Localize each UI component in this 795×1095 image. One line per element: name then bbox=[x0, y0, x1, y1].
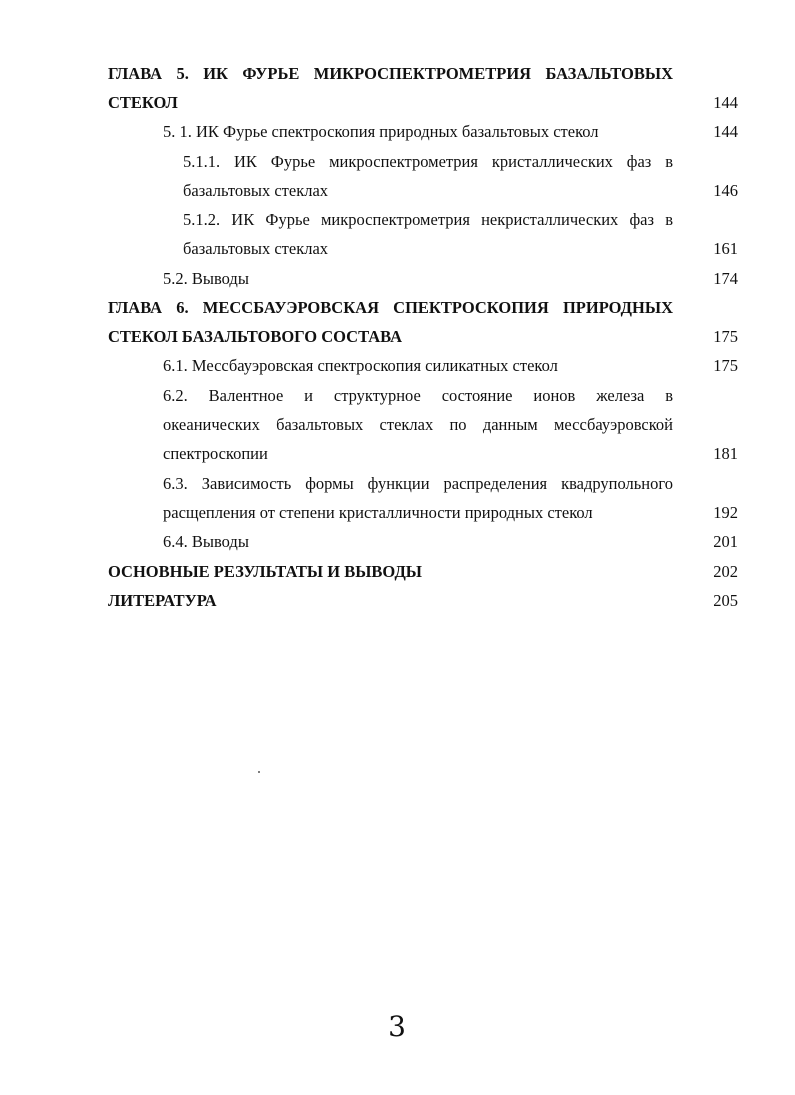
chapter-6-title-line-2: СТЕКОЛ БАЗАЛЬТОВОГО СОСТАВА bbox=[108, 327, 403, 346]
section-5-1-1-page-number: 146 bbox=[713, 181, 738, 200]
section-6-3-title-line-1: 6.3. Зависимость формы функции распределения квадрупольного bbox=[163, 474, 673, 493]
section-6-2-title-line-3: спектроскопии bbox=[163, 444, 268, 463]
section-5-1-1-title-line-2: базальтовых стеклах bbox=[183, 181, 329, 200]
section-6-1-page-number: 175 bbox=[713, 356, 738, 375]
results-heading: ОСНОВНЫЕ РЕЗУЛЬТАТЫ И ВЫВОДЫ bbox=[108, 562, 422, 581]
chapter-5-page-number: 144 bbox=[713, 93, 738, 112]
section-5-1-title: 5. 1. ИК Фурье спектроскопия природных базальтовых стекол bbox=[163, 122, 599, 141]
results-page-number: 202 bbox=[713, 562, 738, 581]
chapter-5-title-line-2: СТЕКОЛ bbox=[108, 93, 178, 112]
section-6-1-title: 6.1. Мессбауэровская спектроскопия силикатных стекол bbox=[163, 356, 558, 375]
section-5-1-2-title-line-2: базальтовых стеклах bbox=[183, 239, 329, 258]
section-6-4-title: 6.4. Выводы bbox=[163, 532, 249, 551]
chapter-5-title-line-1: ГЛАВА 5. ИК ФУРЬЕ МИКРОСПЕКТРОМЕТРИЯ БАЗАЛЬТОВЫХ bbox=[108, 64, 673, 83]
section-6-3-page-number: 192 bbox=[713, 503, 738, 522]
literature-page-number: 205 bbox=[713, 591, 738, 610]
section-5-2-page-number: 174 bbox=[713, 269, 738, 288]
section-6-4-page-number: 201 bbox=[713, 532, 738, 551]
section-6-2-page-number: 181 bbox=[713, 444, 738, 463]
section-5-1-page-number: 144 bbox=[713, 122, 738, 141]
section-6-2-title-line-2: океанических базальтовых стеклах по данным мессбауэровской bbox=[163, 415, 673, 434]
section-5-1-1-title-line-1: 5.1.1. ИК Фурье микроспектрометрия кристаллических фаз в bbox=[183, 152, 673, 171]
section-5-1-2-title-line-1: 5.1.2. ИК Фурье микроспектрометрия некристаллических фаз в bbox=[183, 210, 673, 229]
handwritten-page-number: 3 bbox=[388, 1010, 406, 1043]
section-5-1-2-page-number: 161 bbox=[713, 239, 738, 258]
section-5-2-title: 5.2. Выводы bbox=[163, 269, 249, 288]
section-6-2-title-line-1: 6.2. Валентное и структурное состояние ионов железа в bbox=[163, 386, 673, 405]
scan-speck bbox=[258, 771, 260, 773]
chapter-6-title-line-1: ГЛАВА 6. МЕССБАУЭРОВСКАЯ СПЕКТРОСКОПИЯ ПРИРОДНЫХ bbox=[108, 298, 673, 317]
chapter-6-page-number: 175 bbox=[713, 327, 738, 346]
section-6-3-title-line-2: расщепления от степени кристалличности природных стекол bbox=[163, 503, 593, 522]
literature-heading: ЛИТЕРАТУРА bbox=[108, 591, 217, 610]
